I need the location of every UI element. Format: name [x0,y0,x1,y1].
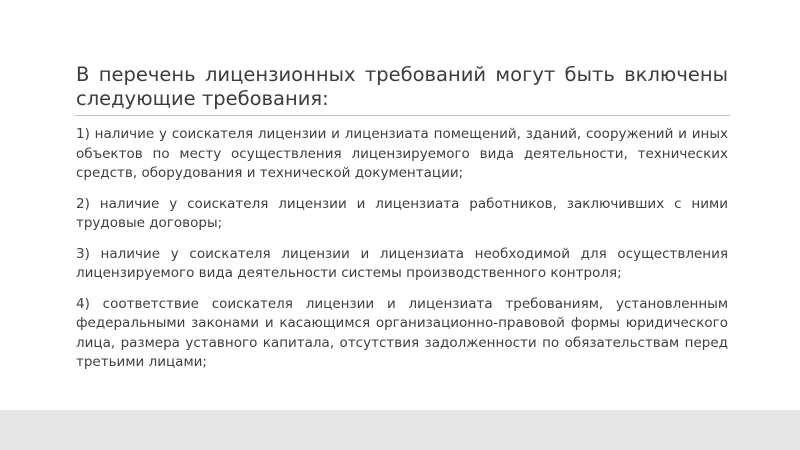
title-divider [75,115,730,116]
slide-title: В перечень лицензионных требований могут быть включены следующие требования: [76,63,728,110]
requirement-item-3: 3) наличие у соискателя лицензии и лицензиата необходимой для осуществления лицензируемого вида деятельности системы производственного контроля; [76,245,728,281]
requirement-item-1: 1) наличие у соискателя лицензии и лицензиата помещений, зданий, сооружений и иных объектов по месту осуществления лицензируемого вида деятельности, технических средств, оборудования и технической документации; [76,126,728,181]
slide-body [76,125,728,384]
footer-bar [0,410,800,450]
requirement-item-2: 2) наличие у соискателя лицензии и лицензиата работников, заключивших с ними трудовые договоры; [76,195,728,231]
requirement-item-4: 4) соответствие соискателя лицензии и лицензиата требованиям, установленным федеральными законами и касающимся организационно-правовой формы юридического лица, размера уставного капитала, отсутствия задолженности по обязательствам перед третьими лицами; [76,295,728,370]
